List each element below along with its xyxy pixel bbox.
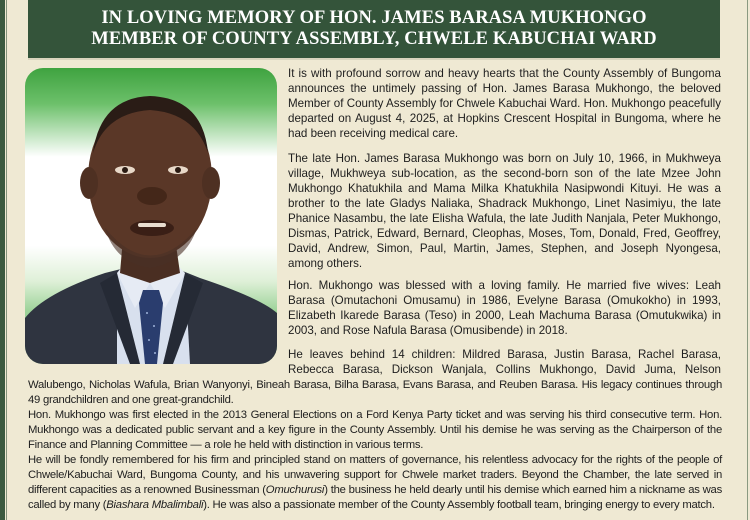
nickname-biashara-mbalimbali: Biashara Mbalimbali xyxy=(106,499,204,511)
nickname-omuchurusi: Omuchurusi xyxy=(265,484,325,496)
career-paragraph: Hon. Mukhongo was first elected in the 2013 General Elections on a Ford Kenya Party ticket and was serving his third consecutive term. Hon. Mukhongo was a dedicated public servant and a key figure in the County Assembly. Until his demise he was serving as the Chairperson of the Finance and Planning Committee — a role he held with distinction in various terms. xyxy=(28,409,722,451)
legacy-text-c: ). He was also a passionate member of the County Assembly football team, bringing energy to every match. xyxy=(203,499,715,511)
banner-subtitle: MEMBER OF COUNTY ASSEMBLY, CHWELE KABUCHAI WARD xyxy=(91,29,657,49)
announcement-paragraph: It is with profound sorrow and heavy hearts that the County Assembly of Bungoma announces the untimely passing of Hon. James Barasa Mukhongo, the beloved Member of County Assembly for Chwele Kabuchai Ward. Hon. Mukhongo peacefully departed on August 4, 2025, at Hopkins Crescent Hospital in Bungoma, where he had been receiving medical care. xyxy=(288,67,721,140)
left-border xyxy=(0,0,5,520)
banner-title: IN LOVING MEMORY OF HON. JAMES BARASA MUKHONGO xyxy=(101,8,647,28)
children-paragraph-part1: He leaves behind 14 children: Mildred Barasa, Justin Barasa, Rachel Barasa, Rebecca Barasa, Dickson Wanjala, Collins Mukhongo, David Juma, Nelson xyxy=(288,348,721,376)
right-border xyxy=(747,0,748,520)
legacy-text-b: ) the business he held dearly until his demise which earned him a nickname as was called by many ( xyxy=(28,484,722,511)
children-paragraph-part2: Walubengo, Nicholas Wafula, Brian Wanyonyi, Bineah Barasa, Bilha Barasa, Evans Barasa, and Reuben Barasa. His legacy continues through 49 grandchildren and one great-grandchild. xyxy=(28,379,722,406)
left-border-inner-line xyxy=(6,0,7,520)
legacy-text-a: He will be fondly remembered for his firm and principled stand on matters of governance, his relentless advocacy for the rights of the people of Chwele/Kabuchai Ward, Bungoma County, and his unwavering support for Chwele market traders. Beyond the Chamber, the late served in different capacities as a renowned Businessman ( xyxy=(28,454,722,496)
legacy-paragraph xyxy=(28,453,722,513)
memorial-banner xyxy=(28,0,720,58)
early-life-paragraph: The late Hon. James Barasa Mukhongo was born on July 10, 1966, in Mukhweya village, Mukhweya sub-location, as the second-born son of the late Mzee John Mukhongo Khatukhila and Mama Milka Khatukhila Nasipwondi Kituyi. He was a brother to the late Gladys Naliaka, Shadrack Mukhongo, Linet Nasimiyu, the late Phanice Nasambu, the late Elisha Wafula, the late Judith Nanjala, Peter Mukhongo, Dismas, Patrick, Edward, Bernard, Cleophas, Moses, Tom, Donald, Fred, Geoffrey, David, Andrew, Simon, Paul, Martin, James, Stephen, and Joseph Nyongesa, among others. xyxy=(288,152,721,270)
portrait-photo xyxy=(25,68,277,364)
family-paragraph: Hon. Mukhongo was blessed with a loving family. He married five wives: Leah Barasa (Omutachoni Omusamu) in 1986, Evelyne Barasa (Omukokho) in 1993, Elizabeth Ikarede Barasa (Teso) in 2000, Leah Machuma Barasa (Omutukwika) in 2003, and Rose Nafula Barasa (Omusibende) in 2018. xyxy=(288,279,721,337)
portrait-illustration-icon xyxy=(25,68,277,364)
